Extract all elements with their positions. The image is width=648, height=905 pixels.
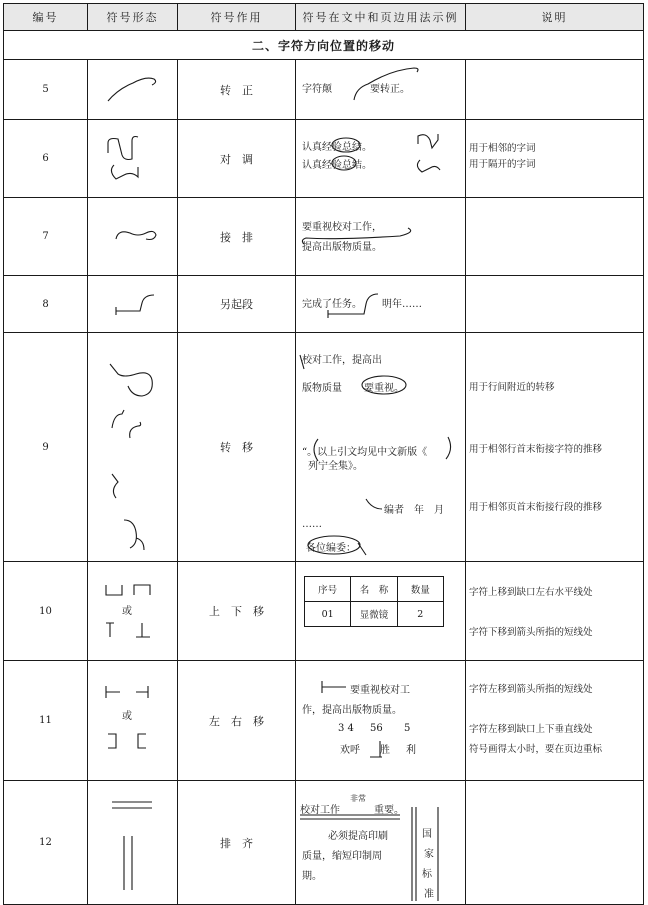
example-text: 版物质量 <box>302 383 342 394</box>
section-title: 二、字符方向位置的移动 <box>4 31 644 60</box>
note-text: 用于隔开的字词 <box>469 159 536 170</box>
table-row <box>4 276 644 333</box>
usage-example <box>296 333 466 562</box>
usage-example <box>296 661 466 781</box>
row-number: 12 <box>4 781 88 905</box>
table-row <box>4 661 644 781</box>
header-symbol-function: 符号作用 <box>178 4 296 31</box>
usage-example <box>296 276 466 333</box>
row-function: 转 正 <box>178 60 296 120</box>
table-row <box>4 198 644 276</box>
row-number: 8 <box>4 276 88 333</box>
example-text: 重要。 <box>374 805 404 816</box>
row-notes <box>466 276 644 333</box>
mini-cell: 名 称 <box>351 577 397 602</box>
note-text: 字符左移到箭头所指的短线处 <box>469 684 593 695</box>
section-row <box>4 31 644 60</box>
usage-example <box>296 198 466 276</box>
align-symbol <box>88 781 178 905</box>
row-notes <box>466 120 644 198</box>
table-row <box>4 781 644 905</box>
row-function: 排 齐 <box>178 781 296 905</box>
rotate-symbol <box>88 60 178 120</box>
row-notes <box>466 781 644 905</box>
row-number: 9 <box>4 333 88 562</box>
example-text: 要重视校对工作， <box>302 222 382 233</box>
row-notes <box>466 60 644 120</box>
example-text: 各位编委： <box>306 543 356 554</box>
note-text: 用于行间附近的转移 <box>469 382 555 393</box>
example-text: 利 <box>406 745 416 756</box>
example-text: 56 <box>370 723 383 734</box>
example-text: 质量，缩短印制周 <box>302 851 382 862</box>
row-number: 6 <box>4 120 88 198</box>
swap-symbol <box>88 120 178 198</box>
note-text: 字符左移到缺口上下垂直线处 <box>469 724 593 735</box>
row-notes <box>466 661 644 781</box>
example-text: 非常 <box>350 794 366 803</box>
or-label: 或 <box>122 711 132 722</box>
example-text: 编者 年 月 <box>384 505 444 516</box>
example-text: 3 4 <box>338 723 354 734</box>
join-symbol <box>88 198 178 276</box>
example-text: 国 <box>422 829 432 840</box>
example-text: 完成了任务。 <box>302 299 362 310</box>
example-text: 要转正。 <box>370 84 410 95</box>
table-row <box>4 333 644 562</box>
row-notes <box>466 562 644 661</box>
example-text: 提高出版物质量。 <box>302 242 382 253</box>
example-text: 明年…… <box>382 299 422 310</box>
mini-cell: 01 <box>305 602 351 627</box>
example-text: 家 <box>424 849 434 860</box>
row-number: 7 <box>4 198 88 276</box>
example-text: 准 <box>424 889 434 900</box>
example-text: 列宁全集》。 <box>308 461 363 472</box>
example-text: 字符颠 <box>302 84 332 95</box>
mini-cell: 显微镜 <box>351 602 397 627</box>
note-text: 用于相邻行首末衔接字符的推移 <box>469 444 603 455</box>
note-text: 符号画得太小时，要在页边重标 <box>469 744 603 755</box>
example-text: 作，提高出版物质量。 <box>302 705 402 716</box>
mini-cell: 2 <box>397 602 443 627</box>
example-text: 认真经验总结。 <box>302 142 372 153</box>
usage-example <box>296 562 466 661</box>
table-row <box>4 60 644 120</box>
example-text: 标 <box>422 869 432 880</box>
note-text: 字符上移到缺口左右水平线处 <box>469 587 593 598</box>
usage-example <box>296 60 466 120</box>
header-row <box>4 4 644 31</box>
note-text: 用于相邻的字词 <box>469 143 536 154</box>
row-function: 转 移 <box>178 333 296 562</box>
header-number: 编号 <box>4 4 88 31</box>
table-row <box>4 562 644 661</box>
up-down-move-symbols <box>88 562 178 661</box>
row-notes <box>466 198 644 276</box>
row-number: 10 <box>4 562 88 661</box>
mini-cell: 数量 <box>397 577 443 602</box>
note-text: 用于相邻页首末衔接行段的推移 <box>469 502 603 513</box>
row-number: 5 <box>4 60 88 120</box>
example-text: 欢呼 <box>340 745 360 756</box>
example-text: 要重视校对工 <box>350 685 410 696</box>
row-function: 上 下 移 <box>178 562 296 661</box>
header-notes: 说明 <box>466 4 644 31</box>
row-number: 11 <box>4 661 88 781</box>
proofreading-symbols-table <box>3 3 644 905</box>
example-text: 5 <box>404 723 411 734</box>
example-text: 期。 <box>302 871 322 882</box>
table-row <box>4 120 644 198</box>
left-right-move-symbols <box>88 661 178 781</box>
note-text: 字符下移到箭头所指的短线处 <box>469 627 593 638</box>
row-notes <box>466 333 644 562</box>
example-mini-table <box>304 576 444 627</box>
row-function: 另起段 <box>178 276 296 333</box>
row-function: 左 右 移 <box>178 661 296 781</box>
usage-example <box>296 120 466 198</box>
row-function: 对 调 <box>178 120 296 198</box>
example-text: 认真经验总结。 <box>302 160 372 171</box>
header-usage-example: 符号在文中和页边用法示例 <box>296 4 466 31</box>
or-label: 或 <box>122 606 132 617</box>
example-text: 校对工作 <box>300 805 340 816</box>
transfer-symbols <box>88 333 178 562</box>
mini-cell: 序号 <box>305 577 351 602</box>
usage-example <box>296 781 466 905</box>
example-text: 必须提高印刷 <box>328 831 388 842</box>
example-text: 胜 <box>380 745 390 756</box>
example-text: “。以上引文均见中文新版《 <box>302 447 428 458</box>
example-text: …… <box>302 519 322 530</box>
example-text: 校对工作，提高出 <box>302 355 382 366</box>
header-symbol-form: 符号形态 <box>88 4 178 31</box>
new-paragraph-symbol <box>88 276 178 333</box>
example-text: 要重视。 <box>364 383 404 394</box>
row-function: 接 排 <box>178 198 296 276</box>
